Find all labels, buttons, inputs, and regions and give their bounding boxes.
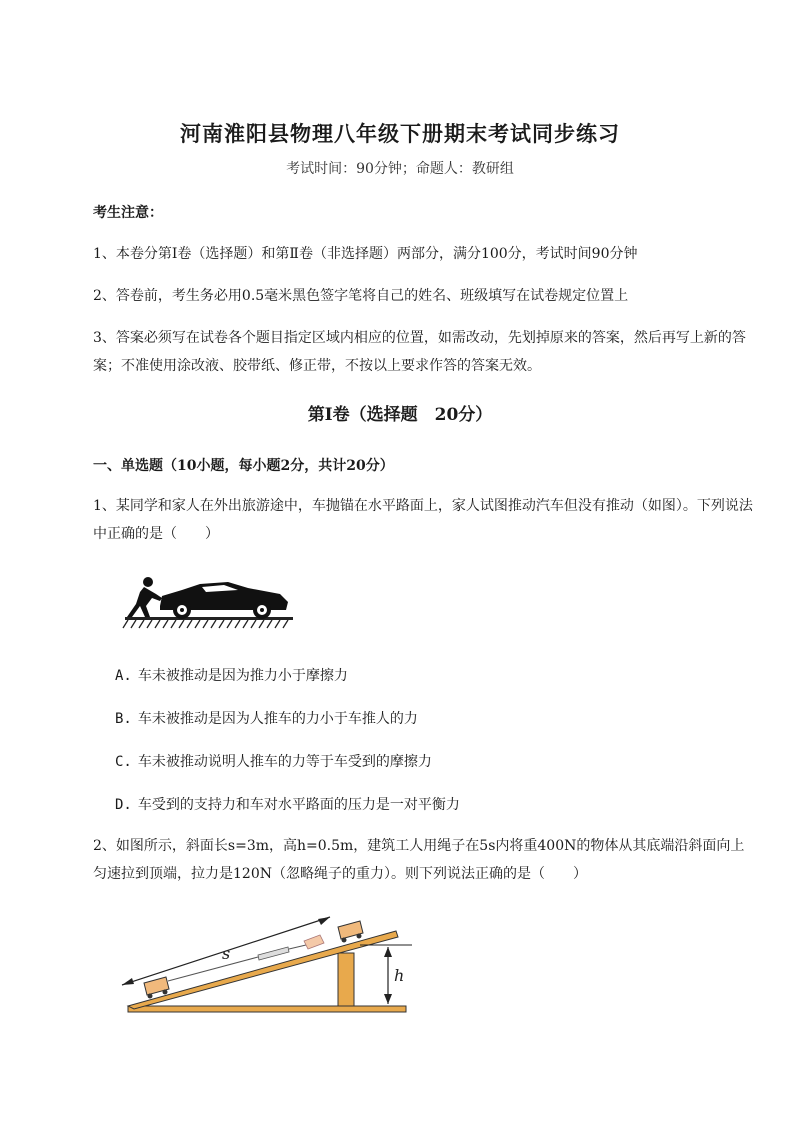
question-1-stem: 1、某同学和家人在外出旅游途中，车抛锚在水平路面上，家人试图推动汽车但没有推动（如图）。下列说法中正确的是（ ） xyxy=(93,498,753,542)
question-1-option-d[interactable] xyxy=(115,794,460,814)
section-title: 第I卷（选择题 20分） xyxy=(307,405,493,425)
notice-item-2: 2、答卷前，考生务必用0.5毫米黑色签字笔将自己的姓名、班级填写在试卷规定位置上 xyxy=(93,288,629,304)
cart-top xyxy=(338,921,363,943)
option-text: 车未被推动是因为人推车的力小于车推人的力 xyxy=(137,711,418,727)
question-2-stem: 2、如图所示，斜面长s=3m，高h=0.5m，建筑工人用绳子在5s内将重400N的物体从其底端沿斜面向上匀速拉到顶端，拉力是120N（忽略绳子的重力）。则下列说法正确的是（ ） xyxy=(93,838,745,882)
option-letter: C. xyxy=(115,754,132,770)
part-heading: 一、单选题（10小题，每小题2分，共计20分） xyxy=(93,458,394,474)
s-label: s xyxy=(222,944,231,963)
option-text: 车未被推动说明人推车的力等于车受到的摩擦力 xyxy=(137,754,432,770)
exam-info: 考试时间：90分钟；命题人：教研组 xyxy=(286,161,514,177)
option-letter: D. xyxy=(115,797,132,813)
question-1-option-c[interactable] xyxy=(115,751,432,771)
question-1-option-b[interactable] xyxy=(115,708,418,728)
option-text: 车受到的支持力和车对水平路面的压力是一对平衡力 xyxy=(137,797,460,813)
option-letter: B. xyxy=(115,711,132,727)
h-label: h xyxy=(394,966,405,985)
notice-item-3: 3、答案必须写在试卷各个题目指定区域内相应的位置，如需改动，先划掉原来的答案，然后再写上新的答案；不准使用涂改液、胶带纸、修正带，不按以上要求作答的答案无效。 xyxy=(93,330,746,374)
incline-figure xyxy=(110,905,420,1020)
option-letter: A. xyxy=(115,668,132,684)
question-1-option-a[interactable] xyxy=(115,665,348,685)
option-text: 车未被推动是因为推力小于摩擦力 xyxy=(137,668,348,684)
notice-heading: 考生注意： xyxy=(93,205,163,221)
car-push-figure xyxy=(120,572,295,632)
page-title: 河南淮阳县物理八年级下册期末考试同步练习 xyxy=(180,121,620,146)
notice-item-1: 1、本卷分第I卷（选择题）和第Ⅱ卷（非选择题）两部分，满分100分，考试时间90分钟 xyxy=(93,246,638,262)
